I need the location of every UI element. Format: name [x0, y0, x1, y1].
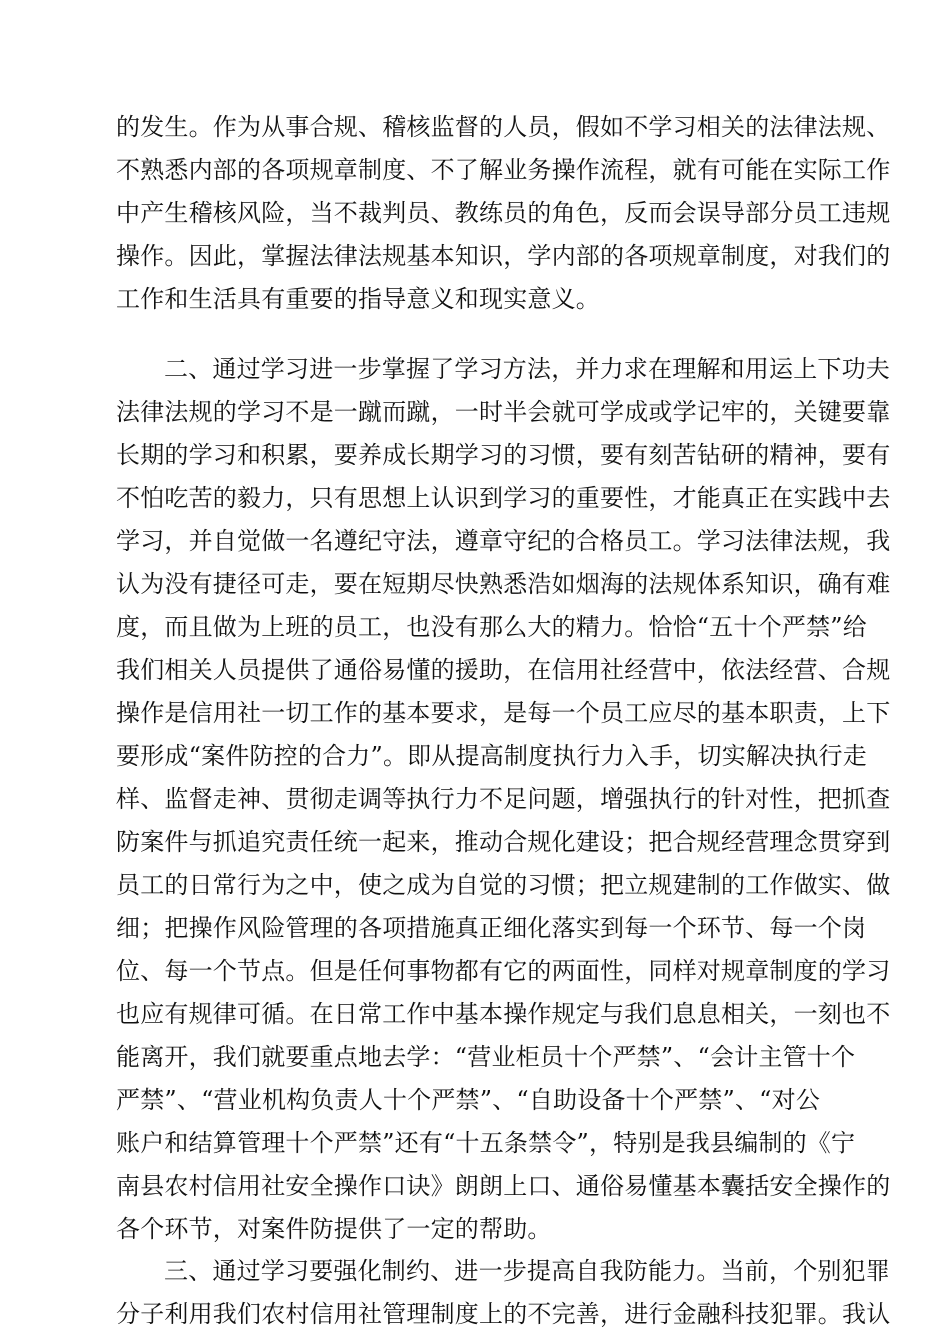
text-line: 南县农村信用社安全操作口诀》朗朗上口、通俗易懂基本囊括安全操作的	[116, 1172, 891, 1200]
text-line: 法律法规的学习不是一蹴而蹴，一时半会就可学成或学记牢的，关键要靠	[116, 398, 891, 426]
text-line: 的发生。作为从事合规、稽核监督的人员，假如不学习相关的法律法规、	[116, 113, 891, 141]
text-line: 三、通过学习要强化制约、进一步提高自我防能力。当前，个别犯罪	[164, 1257, 890, 1285]
text-line: 分子利用我们农村信用社管理制度上的不完善，进行金融科技犯罪。我认	[116, 1300, 891, 1328]
text-line: 样、监督走神、贯彻走调等执行力不足问题，增强执行的针对性，把抓查	[116, 785, 891, 813]
text-line: 工作和生活具有重要的指导意义和现实意义。	[116, 285, 600, 313]
text-line: 二、通过学习进一步掌握了学习方法，并力求在理解和用运上下功夫	[164, 355, 890, 383]
text-line: 认为没有捷径可走，要在短期尽快熟悉浩如烟海的法规体系知识，确有难	[116, 570, 891, 598]
text-line: 长期的学习和积累，要养成长期学习的习惯，要有刻苦钻研的精神，要有	[116, 441, 891, 469]
text-line: 不怕吃苦的毅力，只有思想上认识到学习的重要性，才能真正在实践中去	[116, 484, 891, 512]
text-line: 严禁”、“营业机构负责人十个严禁”、“自助设备十个严禁”、“对公	[116, 1086, 821, 1114]
text-line: 能离开，我们就要重点地去学：“营业柜员十个严禁”、“会计主管十个	[116, 1043, 856, 1071]
text-line: 账户和结算管理十个严禁”还有“十五条禁令”，特别是我县编制的《宁	[116, 1129, 856, 1157]
text-line: 中产生稽核风险，当不裁判员、教练员的角色，反而会误导部分员工违规	[116, 199, 891, 227]
text-line: 我们相关人员提供了通俗易懂的援助，在信用社经营中，依法经营、合规	[116, 656, 891, 684]
text-line: 度，而且做为上班的员工，也没有那么大的精力。恰恰“五十个严禁”给	[116, 613, 867, 641]
text-line: 各个环节，对案件防提供了一定的帮助。	[116, 1215, 552, 1243]
text-line: 学习，并自觉做一名遵纪守法，遵章守纪的合格员工。学习法律法规，我	[116, 527, 891, 555]
text-line: 细；把操作风险管理的各项措施真正细化落实到每一个环节、每一个岗	[116, 914, 867, 942]
text-line: 要形成“案件防控的合力”。即从提高制度执行力入手，切实解决执行走	[116, 742, 867, 770]
text-line: 也应有规律可循。在日常工作中基本操作规定与我们息息相关，一刻也不	[116, 1000, 891, 1028]
text-line: 操作。因此，掌握法律法规基本知识，学内部的各项规章制度，对我们的	[116, 242, 891, 270]
text-line: 防案件与抓追究责任统一起来，推动合规化建设；把合规经营理念贯穿到	[116, 828, 891, 856]
text-line: 位、每一个节点。但是任何事物都有它的两面性，同样对规章制度的学习	[116, 957, 891, 985]
text-line: 操作是信用社一切工作的基本要求，是每一个员工应尽的基本职责，上下	[116, 699, 891, 727]
text-line: 员工的日常行为之中，使之成为自觉的习惯；把立规建制的工作做实、做	[116, 871, 891, 899]
text-line: 不熟悉内部的各项规章制度、不了解业务操作流程，就有可能在实际工作	[116, 156, 891, 184]
